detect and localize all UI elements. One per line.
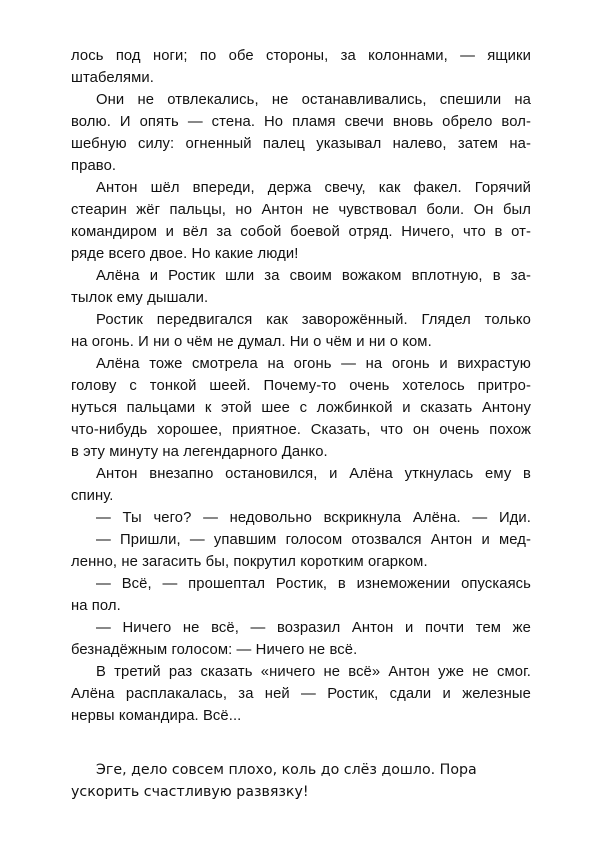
text-line: нуться пальцами к этой шее с ложбинкой и сказать Антону (71, 400, 531, 416)
text-line: — Всё, — прошептал Ростик, в изнеможении опускаясь (96, 576, 531, 592)
text-line: — Ты чего? — недовольно вскрикнула Алёна. — Иди. (96, 510, 531, 526)
text-line: в эту минуту на легендарного Данко. (71, 444, 328, 460)
text-line: спину. (71, 488, 114, 504)
text-line: Антон внезапно остановился, и Алёна уткнулась ему в (96, 466, 531, 482)
text-line: Алёна расплакалась, за ней — Ростик, сдали и железные (71, 686, 531, 702)
text-line: Алёна тоже смотрела на огонь — на огонь и вихрастую (96, 356, 531, 372)
text-line: В третий раз сказать «ничего не всё» Антон уже не смог. (96, 664, 531, 680)
text-line: ряде всего двое. Но какие люди! (71, 246, 299, 262)
text-line: на огонь. И ни о чём не думал. Ни о чём и ни о ком. (71, 334, 432, 350)
text-line: голову с тонкой шеей. Почему-то очень хотелось притро- (71, 378, 531, 394)
text-line: — Пришли, — упавшим голосом отозвался Антон и мед- (96, 532, 531, 548)
author-note-line: ускорить счастливую развязку! (71, 784, 309, 800)
text-line: ленно, не загасить бы, покрутил коротким огарком. (71, 554, 428, 570)
text-line: командиром и вёл за собой боевой отряд. Ничего, что в от- (71, 224, 531, 240)
text-line: Антон шёл впереди, держа свечу, как факел. Горячий (96, 180, 531, 196)
text-line: Алёна и Ростик шли за своим вожаком вплотную, в за- (96, 268, 531, 284)
text-line: штабелями. (71, 70, 154, 86)
text-line: волю. И опять — стена. Но пламя свечи вновь обрело вол- (71, 114, 531, 130)
text-line: шебную силу: огненный палец указывал налево, затем на- (71, 136, 531, 152)
text-line: на пол. (71, 598, 121, 614)
text-line: право. (71, 158, 117, 174)
text-line: стеарин жёг пальцы, но Антон не чувствовал боли. Он был (71, 202, 531, 218)
text-line: — Ничего не всё, — возразил Антон и почти тем же (96, 620, 531, 636)
text-line: безнадёжным голосом: — Ничего не всё. (71, 642, 358, 658)
text-line: лось под ноги; по обе стороны, за колоннами, — ящики (71, 48, 531, 64)
text-line: Они не отвлекались, не останавливались, спешили на (96, 92, 531, 108)
text-line: что-нибудь хорошее, приятное. Сказать, что он очень похож (71, 422, 531, 438)
text-line: тылок ему дышали. (71, 290, 209, 306)
text-line: нервы командира. Всё... (71, 708, 242, 724)
author-note-line: Эге, дело совсем плохо, коль до слёз дошло. Пора (96, 762, 477, 778)
text-line: Ростик передвигался как заворожённый. Глядел только (96, 312, 531, 328)
